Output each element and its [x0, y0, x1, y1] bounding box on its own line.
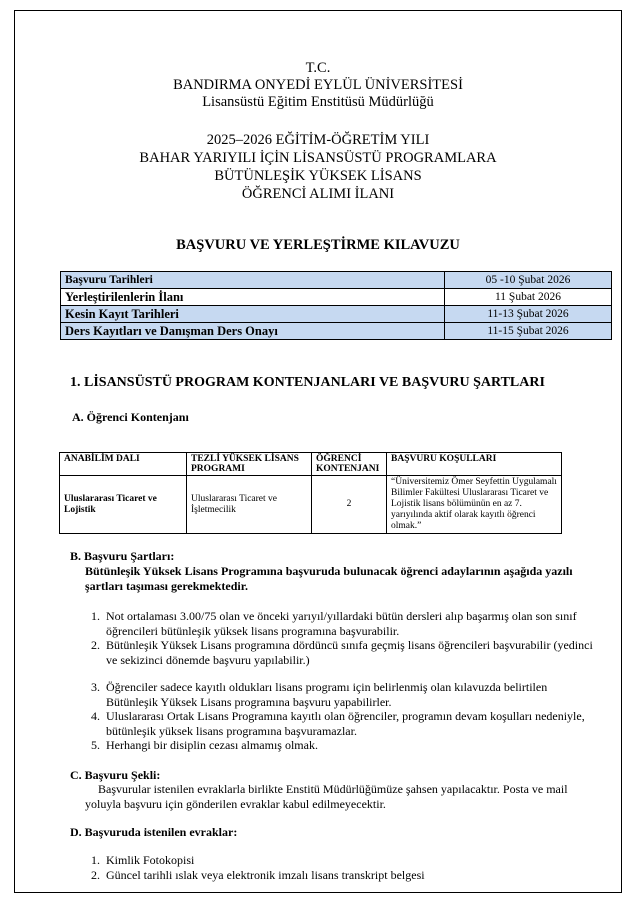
- list-text: Öğrenciler sadece kayıtlı oldukları lisans programı için belirlenmiş olan kılavuzda belirtilen Bütünleşik Yüksek Lisans programına başvuru yapabilirler.: [106, 680, 548, 709]
- list-number: 2.: [91, 867, 100, 882]
- department-cell: Uluslararası Ticaret ve Lojistik: [60, 476, 187, 534]
- guide-title: BAŞVURU VE YERLEŞTİRME KILAVUZU: [176, 237, 460, 253]
- list-number: 3.: [91, 680, 100, 694]
- list-text: Kimlik Fotokopisi: [106, 853, 195, 867]
- date-value: 11-15 Şubat 2026: [445, 323, 612, 340]
- documents-list: [80, 853, 600, 882]
- conditions-cell: “Üniversitemiz Ömer Seyfettin Uygulamalı Bilimler Fakültesi Uluslararası Ticaret ve Lojistik lisans bölümünün en az 7. yarıyılında aktif olarak kayıtlı öğrenci olmak.”: [387, 476, 562, 534]
- announcement-title: [14, 131, 622, 203]
- date-label: Ders Kayıtları ve Danışman Ders Onayı: [61, 323, 445, 340]
- list-item: [80, 868, 600, 883]
- header-tc: T.C.: [305, 60, 331, 76]
- list-number: 4.: [91, 709, 100, 723]
- list-item: [80, 680, 600, 709]
- date-label: Yerleştirilenlerin İlanı: [61, 289, 445, 306]
- section-b-heading: B. Başvuru Şartları:: [70, 549, 175, 563]
- list-number: 1.: [91, 609, 100, 623]
- list-item: [80, 738, 600, 753]
- column-header: TEZLİ YÜKSEK LİSANS PROGRAMI: [187, 453, 312, 476]
- section-c-body: [85, 782, 595, 812]
- title-line-2: BAHAR YARIYILI İÇİN LİSANSÜSTÜ PROGRAMLARA: [139, 150, 497, 166]
- list-item: [80, 638, 600, 667]
- column-header: ANABİLİM DALI: [60, 453, 187, 476]
- list-text: Uluslararası Ortak Lisans Programına kayıtlı olan öğrenciler, programın devam koşulları nedeniyle, bütünleşik yüksek lisans programına başvuramazlar.: [106, 709, 585, 738]
- list-text: Herhangi bir disiplin cezası almamış olmak.: [106, 738, 318, 752]
- list-text: Bütünleşik Yüksek Lisans programına dördüncü sınıfa geçmiş lisans öğrencileri başvurabilir (yedinci ve sekizinci dönemde başvuru yapılabilir.): [106, 638, 593, 667]
- section-c-heading: C. Başvuru Şekli:: [70, 768, 161, 782]
- quota-table: [59, 452, 562, 534]
- column-header: ÖĞRENCİ KONTENJANI: [312, 453, 387, 476]
- section-a-heading: A. Öğrenci Kontenjanı: [72, 410, 189, 424]
- title-line-4: ÖĞRENCİ ALIMI İLANI: [241, 186, 395, 202]
- section-b-intro: Bütünleşik Yüksek Lisans Programına başvuruda bulunacak öğrenci adaylarının aşağıda yazılı şartları taşıması gerekmektedir.: [85, 564, 573, 593]
- date-value: 11 Şubat 2026: [445, 289, 612, 306]
- table-row: [61, 323, 612, 340]
- section-d-heading: D. Başvuruda istenilen evraklar:: [70, 825, 238, 839]
- quota-cell: 2: [312, 476, 387, 534]
- table-row: [60, 476, 562, 534]
- list-number: 1.: [91, 853, 100, 867]
- section-c-text: Başvurular istenilen evraklarla birlikte Enstitü Müdürlüğümüze şahsen yapılacaktır. Posta ve mail yoluyla başvuru için gönderilen evraklar kabul edilmeyecektir.: [85, 782, 568, 811]
- list-number: 5.: [91, 738, 100, 752]
- list-text: Not ortalaması 3.00/75 olan ve önceki yarıyıl/yıllardaki bütün dersleri alıp başarmış olan son sınıf öğrencileri bütünleşik yüksek lisans programına başvurabilir.: [106, 609, 577, 638]
- list-number: 2.: [91, 638, 100, 652]
- date-label: Kesin Kayıt Tarihleri: [61, 306, 445, 323]
- date-value: 05 -10 Şubat 2026: [445, 272, 612, 289]
- table-row: [61, 289, 612, 306]
- table-header-row: [60, 453, 562, 476]
- date-label: Başvuru Tarihleri: [61, 272, 445, 289]
- requirements-list: [80, 609, 600, 753]
- table-row: [61, 272, 612, 289]
- dates-table: [60, 271, 612, 340]
- date-value: 11-13 Şubat 2026: [445, 306, 612, 323]
- column-header: BAŞVURU KOŞULLARI: [387, 453, 562, 476]
- title-line-1: 2025–2026 EĞİTİM-ÖĞRETİM YILI: [206, 132, 430, 148]
- program-cell: Uluslararası Ticaret ve İşletmecilik: [187, 476, 312, 534]
- list-item: [80, 609, 600, 638]
- list-text: Güncel tarihli ıslak veya elektronik imzalı lisans transkript belgesi: [106, 867, 425, 882]
- header-university: BANDIRMA ONYEDİ EYLÜL ÜNİVERSİTESİ: [173, 77, 463, 93]
- section-1-heading: 1. LİSANSÜSTÜ PROGRAM KONTENJANLARI VE BAŞVURU ŞARTLARI: [70, 375, 545, 390]
- header-institute: Lisansüstü Eğitim Enstitüsü Müdürlüğü: [202, 94, 434, 110]
- institution-header: [14, 60, 622, 111]
- list-item: [80, 709, 600, 738]
- title-line-3: BÜTÜNLEŞİK YÜKSEK LİSANS: [214, 168, 422, 184]
- list-item: [80, 853, 600, 868]
- table-row: [61, 306, 612, 323]
